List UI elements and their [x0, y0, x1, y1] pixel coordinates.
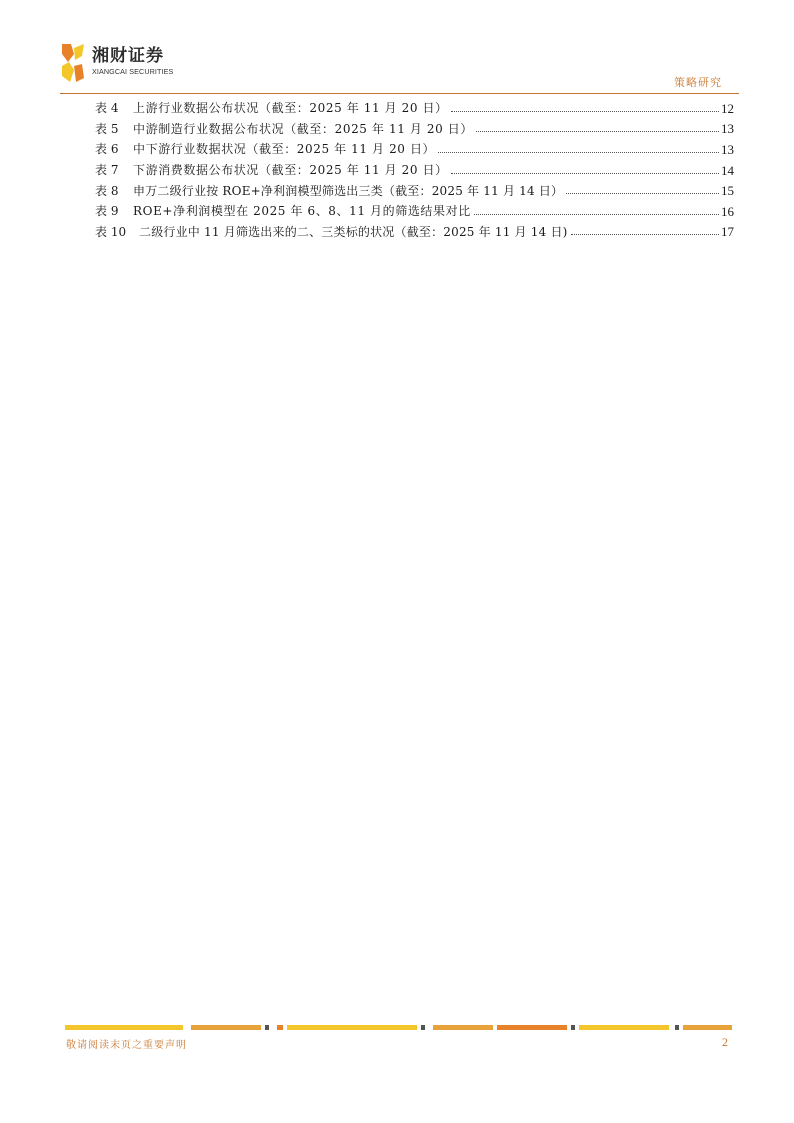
toc-entry-label: 表 10	[95, 224, 127, 239]
toc-leader-dots	[571, 234, 719, 235]
toc-leader-dots	[451, 111, 719, 112]
toc-entry-label: 表 5	[95, 121, 119, 136]
toc-entry[interactable]	[95, 119, 734, 140]
toc-entry-page: 12	[721, 100, 734, 116]
toc-leader-dots	[451, 173, 719, 174]
toc-entry-title: 二级行业中 11 月筛选出来的二、三类标的状况（截至：2025 年 11 月 14 日)	[139, 224, 568, 239]
header-divider	[60, 93, 739, 94]
page-number: 2	[722, 1035, 728, 1049]
report-section-label: 策略研究	[674, 76, 722, 89]
company-logo	[60, 42, 173, 84]
logo-chinese-name: 湘财证券	[92, 46, 164, 66]
toc-entry-title: 申万二级行业按 ROE+净利润模型筛选出三类（截至：2025 年 11 月 14 日）	[133, 183, 564, 198]
toc-entry-page: 13	[721, 121, 734, 137]
toc-entry-title: 中游制造行业数据公布状况（截至：2025 年 11 月 20 日）	[133, 121, 473, 136]
toc-entry[interactable]	[95, 139, 734, 160]
toc-leader-dots	[474, 214, 719, 215]
page-header	[0, 0, 794, 100]
toc-entry[interactable]	[95, 160, 734, 181]
toc-leader-dots	[566, 193, 719, 194]
toc-entry[interactable]	[95, 201, 734, 222]
toc-entry-label: 表 4	[95, 101, 119, 116]
toc-leader-dots	[438, 152, 719, 153]
toc-entry-page: 14	[721, 162, 734, 178]
toc-entry-title: 下游消费数据公布状况（截至：2025 年 11 月 20 日）	[133, 163, 448, 178]
toc-entry-title: ROE+净利润模型在 2025 年 6、8、11 月的筛选结果对比	[133, 204, 471, 219]
toc-entry[interactable]	[95, 98, 734, 119]
toc-entry-page: 15	[721, 183, 734, 199]
toc-entry[interactable]	[95, 222, 734, 243]
toc-entry-title: 上游行业数据公布状况（截至：2025 年 11 月 20 日）	[133, 101, 448, 116]
toc-leader-dots	[476, 131, 719, 132]
logo-english-name: XIANGCAI SECURITIES	[92, 67, 174, 76]
toc-entry-label: 表 6	[95, 142, 119, 157]
toc-entry-label: 表 9	[95, 204, 119, 219]
footer-decorative-bar	[65, 1025, 732, 1030]
toc-entry[interactable]	[95, 180, 734, 201]
footer-disclaimer: 敬请阅读末页之重要声明	[66, 1040, 187, 1051]
toc-entry-page: 17	[721, 224, 734, 240]
toc-entry-title: 中下游行业数据状况（截至：2025 年 11 月 20 日）	[133, 142, 436, 157]
toc-entry-label: 表 7	[95, 163, 119, 178]
toc-entry-page: 16	[721, 203, 734, 219]
table-of-contents	[95, 98, 734, 242]
xiangcai-logo-icon	[60, 42, 86, 84]
toc-entry-page: 13	[721, 141, 734, 157]
toc-entry-label: 表 8	[95, 183, 119, 198]
